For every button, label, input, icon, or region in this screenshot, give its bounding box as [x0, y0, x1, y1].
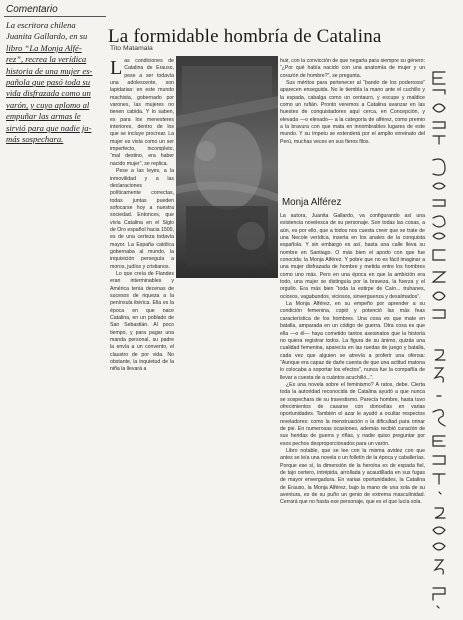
photo-image [176, 56, 278, 278]
drop-cap: L [110, 57, 123, 79]
paragraph: Libro notable, que se lee con la misma avidez con que antes se leía una novela o un folletín de la época y caballerías. Porque ese sí, la dimensión de la heroína es de espada fiel, de tajo certero, intrépida, arrollada y acaudillada en sus fugas de mayor envergadura. En varias oportunidades, la Catalina de Erauso, la Monja Alférez, bajo la mano de una sola de su aventura, es de su puño un genio de extrema masculinidad. Cerrará que no hasta ese personaje, que es el que lucía sola. [280, 448, 425, 506]
paragraph: huir, con la convicción de que negarla para siempre su género: “¿Por qué había nacido con una anatomía de mujer y un corazón de hombre?”, se pregunta. [280, 58, 425, 79]
handwriting-image [415, 60, 463, 620]
pull-quote-line: pañola que pasó toda su [6, 77, 91, 88]
paragraph: as condiciones de Catalina de Erauso, pese a ser todavía una adolescente, son lapidarias: en este mundo machista, gobernado por varones, las mujeres no tienen cabida. Y lo saben, es para los menesteres interiores, dentro de los que se incluye procrear. La mujer es vista como un ser imperfecto, incompleto, “mal destino, era haber nacido mujer”, se replica. [110, 58, 174, 167]
paragraph: Lo que creía de Flandes eran interminables y América tenía decenas de sucesos de riqueza a la península ibérica. Ella es la época en que nace Catalina, en un poblado de San Sebastián. Al poco tiempo, y para pagar una manda personal, su padre la envía a un convento, el claustro de por vida. No obstante, la inquietud de la niña la llevará a [110, 270, 174, 373]
pull-quote-line: más sospechara. [6, 134, 64, 145]
article-column-3 [280, 213, 425, 597]
pull-quote-line: empuñar las armas le [6, 111, 81, 122]
pull-quote-line: Juanita Gallardo, en su [6, 31, 88, 42]
headline: La formidable hombría de Catalina [108, 25, 382, 47]
pull-quote-line: historia de una mujer es- [6, 65, 93, 76]
pull-quote-line: varón, y cuyo aplomo al [6, 99, 90, 110]
section-label: Comentario [4, 4, 106, 17]
pull-quote-line: vida disfrazada como un [6, 88, 91, 99]
subheading: Monja Alférez [282, 197, 342, 208]
pull-quote-line: rez”, recrea la verídica [6, 54, 87, 65]
pull-quote-line: sirvió para que nadie ja- [6, 122, 92, 133]
pull-quote [6, 20, 98, 145]
paragraph: La Monja Alférez, en su empeño por aprender a su condición femenina, copió y potenció las más feas característica de los hombres. Una cosa es que mate en batalla, amparada en un código de guerra. Otra cosa es que ella —o él— haya cometido tantos asesinatos que la historia no quiera registrar todos. La figura de su ánimo, quizás una cualidad femenina, aparecía en las ruedas de juego y batalla, cada vez que alguien se atrevía a proferir una ofensa: “Aunque era capaz de darle cuenta de que una actitud matona lo colocaba a soportar los efectos”, nunca fue la compañía de llevar a cuesta de a cuántos acuchilló...”. [280, 301, 425, 381]
handwritten-annotation [415, 60, 463, 620]
paragraph: ¿Es una novela sobre el feminismo? A ratos, debe. Cierta toda la autoridad reconocida de Catalina ayudó a que nunca se sospechara de su travestismo. Parecía hombre, hasta tuvo ofrecimientos de casarse con doncellas en varias oportunidades. También el azar le ayudó a ocultar respectos reveladores: como la menstruación o la dificultad para orinar de pie. En numerosas ocasiones, además recibió curación de sus heridas de guerra y riñas, y nadie quiso preguntar por esos pechos desproporcionados para un varón. [280, 381, 425, 447]
byline: Tito Matamala [110, 45, 153, 52]
paragraph: La autora, Juanita Gallardo, va configurando así una existencia novelesca de su personaje. Son todas las cosas, a aún, es por ello, que a todos nos cuesta creer que se trate de una Necole verídica, inserta en los anales de la conquista española. Y sin embargo es así, hasta una calle lleva su nombre en Santiago. O más bien el apodo con que fue conocida: la Monja Alférez. Y pobre que no es fácil imaginar a una mujer disfrazada de hombre y metida entre los hombres como uno más. Pero en una época en que la ambición era todo, una mujer se distinguía por la braveza, la fuerza y el orgullo. Era más bien “toda la estirpe de Caín... truhanes, ociosos, vagabundos, viciosos, sinverguenza y desalmados”. [280, 213, 425, 300]
pull-quote-line: La escritora chilena [6, 20, 76, 30]
article-column-2 [280, 58, 425, 198]
article-photo [176, 56, 278, 278]
pull-quote-line: libro “La Monja Alfé- [6, 42, 82, 53]
paragraph: Sus méritos para pertenecer al “bando de los poderosos” aparecen enseguida. No le tiembla la mano ante el cuchillo y la espada, cabalga como un centauro, y escupe y maldice como un rufián. Pronto veremos a Catalina avanzar en las huestes de conquistadores aquí cerca, en Concepción, y elevada —o elevado— a la categoría de alférez, como premio a la bravura con que mata en innombrables lugares de este mundo. Y su ímpetu se extenderá por el amplio virreinato del Perú, muchas veces en sus fieros filos. [280, 80, 425, 145]
paragraph: Pese a las leyes, a la inmovilidad y a las declaraciones políticamente correctas, todas juntas pueden sofocarse hoy a nuestra sociedad. Entonces, que vivía Catalina en el Siglo de Oro español hacia 1500, es de una certeza todavía mayor. La España católica gobernaba al mundo, la inquisición perseguía a moros, judíos y cristianos. [110, 168, 174, 270]
article-column-1 [110, 57, 174, 373]
